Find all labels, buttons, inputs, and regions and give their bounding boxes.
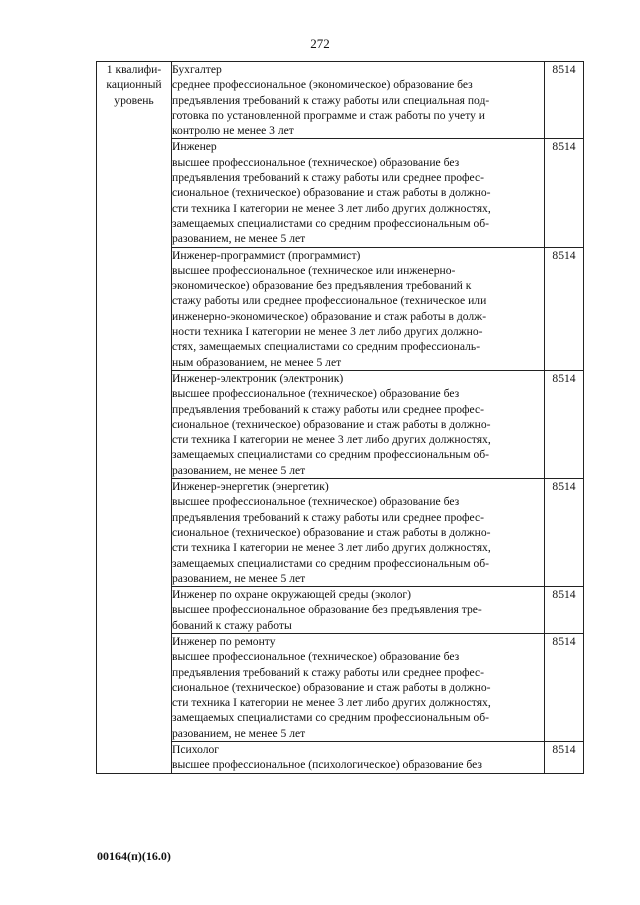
position-title: Бухгалтер [172, 63, 222, 76]
position-title: Инженер по ремонту [172, 634, 276, 648]
position-requirements: высшее профессиональное (техническое) образование без предъявления требований к стажу работы или среднее профес- сиональное (техническое) образование и стаж работы в должно- сти техника I категории не менее 3 лет либо других должностях, замещаемых специалистами со средним профессиональным об- разованием, не менее 5 лет [172, 387, 491, 477]
position-title: Инженер-энергетик (энергетик) [172, 480, 329, 494]
position-requirements: высшее профессиональное образование без предъявления тре- бований к стажу работы [172, 603, 482, 632]
form-code: 00164(п)(16.0) [97, 849, 171, 863]
position-requirements: высшее профессиональное (техническое) образование без предъявления требований к стажу работы или среднее профес- сиональное (техническое) образование и стаж работы в должно- сти техника I категории не менее 3 лет либо других должностях, замещаемых специалистами со средним профессиональным об- разованием, не менее 5 лет [172, 650, 491, 740]
position-title: Инженер-программист (программист) [172, 248, 361, 262]
position-title: Психолог [172, 743, 220, 757]
position-requirements: высшее профессиональное (психологическое) образование без [172, 758, 483, 772]
table-row [97, 62, 584, 139]
qualification-table [96, 61, 584, 774]
salary-code-cell: 8514 [545, 587, 584, 634]
page-number: 272 [310, 36, 330, 51]
position-cell [172, 587, 545, 634]
salary-code-cell: 8514 [545, 247, 584, 370]
position-cell [172, 479, 545, 587]
position-cell [172, 139, 545, 247]
position-title: Инженер [172, 140, 217, 154]
position-cell [172, 633, 545, 741]
salary-code-cell: 8514 [545, 742, 584, 774]
position-requirements: высшее профессиональное (техническое) образование без предъявления требований к стажу работы или среднее профес- сиональное (техническое) образование и стаж работы в должно- сти техника I категории не менее 3 лет либо других должностях, замещаемых специалистами со средним профессиональным об- разованием, не менее 5 лет [172, 495, 491, 585]
position-title: Инженер по охране окружающей среды (эколог) [172, 588, 411, 602]
position-requirements: высшее профессиональное (техническое или инженерно- экономическое) образование без предъявления требований к стажу работы или среднее профессиональное (техническое или инженерно-экономическое) образование и стаж работы в долж- ности техника I категории не менее 3 лет либо других должно- стях, замещаемых специалистами со средним профессиональ- ным образованием, не менее 5 лет [172, 263, 487, 369]
position-requirements: среднее профессиональное (экономическое) образование без предъявления требований к стажу работы или специальная под- готовка по установленной программе и стаж работы по учету и контролю не менее 3 лет [172, 78, 490, 138]
salary-code-cell: 8514 [545, 62, 584, 139]
position-cell [172, 742, 545, 774]
salary-code-cell: 8514 [545, 479, 584, 587]
salary-code-cell: 8514 [545, 139, 584, 247]
position-requirements: высшее профессиональное (техническое) образование без предъявления требований к стажу работы или среднее профес- сиональное (техническое) образование и стаж работы в должно- сти техника I категории не менее 3 лет либо других должностях, замещаемых специалистами со средним профессиональным об- разованием, не менее 5 лет [172, 155, 491, 246]
salary-code-cell: 8514 [545, 633, 584, 741]
qualification-level-cell: 1 квалифи- кационный уровень [97, 62, 172, 774]
position-cell [172, 370, 545, 478]
salary-code-cell: 8514 [545, 370, 584, 478]
position-cell [172, 247, 545, 370]
position-title: Инженер-электроник (электроник) [172, 371, 344, 385]
position-cell [172, 62, 545, 139]
